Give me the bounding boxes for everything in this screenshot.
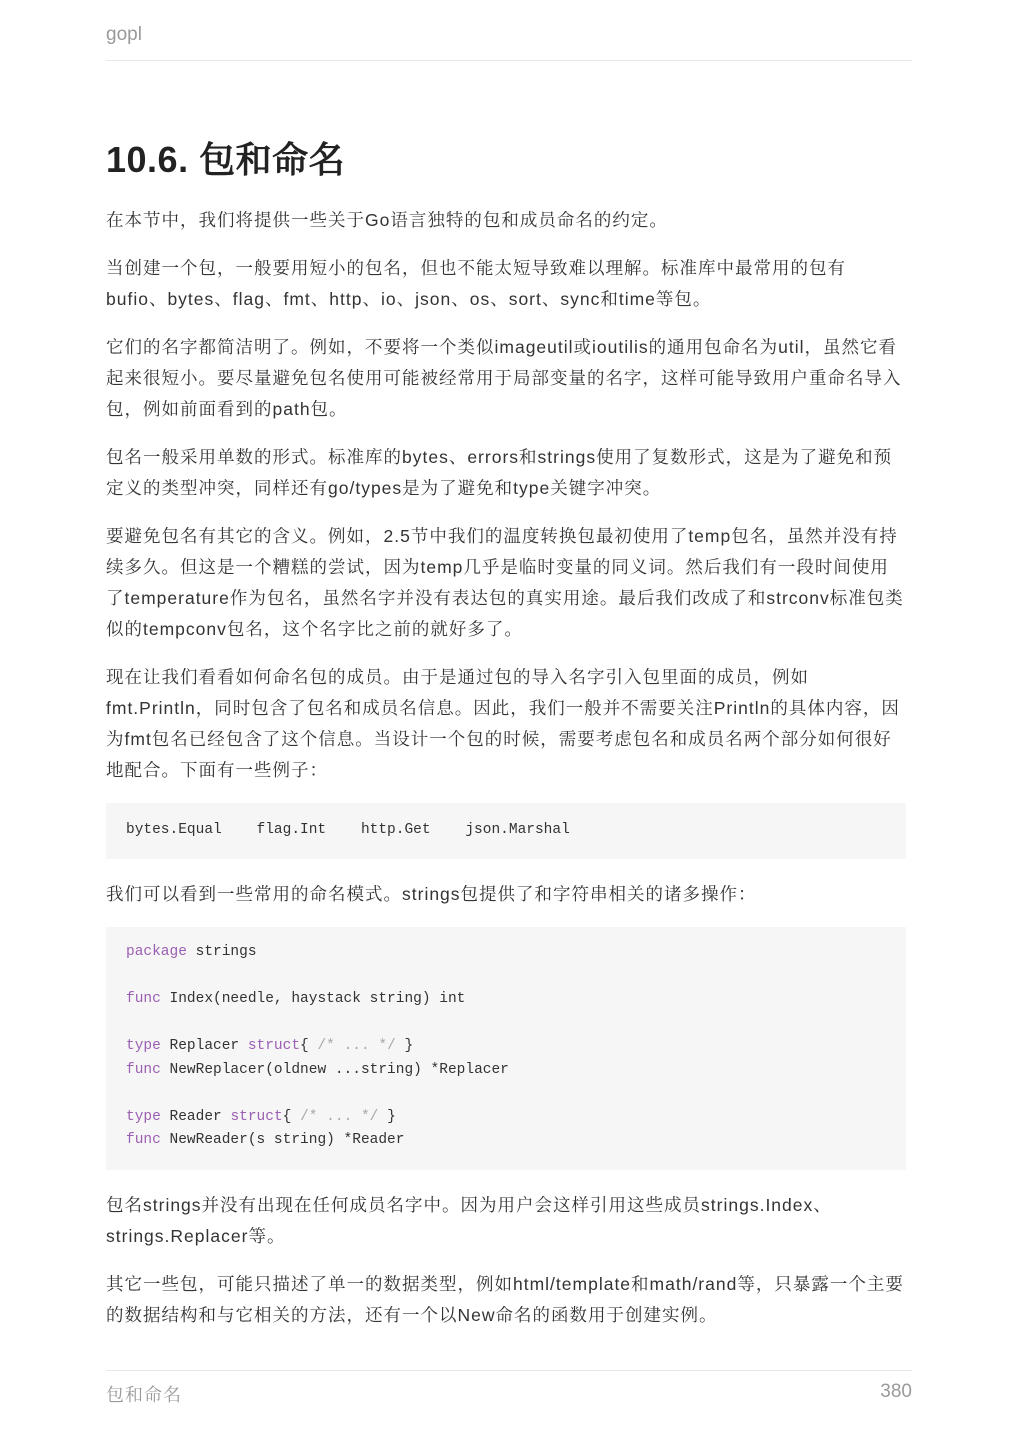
code-text: Reader bbox=[160, 1108, 231, 1125]
code-keyword: func bbox=[126, 1061, 161, 1078]
paragraph-intro: 在本节中，我们将提供一些关于Go语言独特的包和成员命名的约定。 bbox=[106, 210, 668, 230]
paragraph-avoid-meanings: 要避免包名有其它的含义。例如，2.5节中我们的温度转换包最初使用了temp包名，虽然并没有持续多久。但这是一个糟糕的尝试，因为temp几乎是临时变量的同义词。然后我们有一段时间使用了temperature作为包名，虽然名字并没有表达包的真实用途。最后我们改成了和strconv标准包类似的tempconv包名，这个名字比之前的就好多了。 bbox=[106, 526, 904, 639]
page-number: 380 bbox=[880, 1381, 912, 1402]
code-text: strings bbox=[186, 944, 257, 960]
code-comment: /* ... */ bbox=[300, 1108, 379, 1125]
paragraph-singular-form: 包名一般采用单数的形式。标准库的bytes、errors和strings使用了复数形式，这是为了避免和预定义的类型冲突，同样还有go/types是为了避免和type关键字冲突。 bbox=[106, 447, 893, 498]
code-block-examples bbox=[106, 803, 906, 859]
code-text: { bbox=[300, 1038, 318, 1054]
code-keyword: package bbox=[126, 944, 187, 960]
book-title: gopl bbox=[106, 24, 142, 45]
code-line: bytes.Equal flag.Int http.Get json.Marshal bbox=[126, 822, 570, 838]
page-footer bbox=[106, 1370, 912, 1411]
page-header bbox=[106, 24, 912, 61]
code-keyword: func bbox=[126, 1132, 161, 1148]
code-text: } bbox=[395, 1038, 414, 1054]
code-keyword: type bbox=[126, 1108, 161, 1125]
code-keyword: func bbox=[126, 991, 161, 1007]
code-keyword: struct bbox=[247, 1038, 301, 1054]
section-content bbox=[106, 205, 906, 1348]
code-text: NewReader(s string) *Reader bbox=[160, 1132, 405, 1148]
code-text: NewReplacer(oldnew ...string) *Replacer bbox=[160, 1061, 509, 1078]
code-text: { bbox=[282, 1108, 301, 1125]
section-title: 10.6. 包和命名 bbox=[106, 139, 346, 180]
paragraph-naming-patterns: 我们可以看到一些常用的命名模式。strings包提供了和字符串相关的诸多操作： bbox=[106, 884, 757, 904]
code-text: Replacer bbox=[160, 1038, 248, 1054]
paragraph-no-package-name: 包名strings并没有出现在任何成员名字中。因为用户会这样引用这些成员strings.Index、strings.Replacer等。 bbox=[106, 1195, 832, 1246]
code-text: } bbox=[378, 1108, 396, 1125]
code-keyword: struct bbox=[230, 1108, 283, 1125]
footer-section-title: 包和命名 bbox=[106, 1385, 182, 1405]
code-comment: /* ... */ bbox=[317, 1038, 396, 1054]
code-block-strings-package bbox=[106, 927, 906, 1170]
code-text: Index(needle, haystack string) int bbox=[160, 991, 466, 1007]
paragraph-member-naming: 现在让我们看看如何命名包的成员。由于是通过包的导入名字引入包里面的成员，例如fmt.Println，同时包含了包名和成员名信息。因此，我们一般并不需要关注Println的具体内容，因为fmt包名已经包含了这个信息。当设计一个包的时候，需要考虑包名和成员名两个部分如何很好地配合。下面有一些例子： bbox=[106, 667, 900, 780]
paragraph-single-type-packages: 其它一些包，可能只描述了单一的数据类型，例如html/template和math/rand等，只暴露一个主要的数据结构和与它相关的方法，还有一个以New命名的函数用于创建实例。 bbox=[106, 1274, 904, 1325]
paragraph-short-names: 当创建一个包，一般要用短小的包名，但也不能太短导致难以理解。标准库中最常用的包有bufio、bytes、flag、fmt、http、io、json、os、sort、sync和time等包。 bbox=[106, 258, 846, 309]
code-keyword: type bbox=[126, 1038, 161, 1054]
paragraph-concise-names: 它们的名字都简洁明了。例如，不要将一个类似imageutil或ioutilis的通用包命名为util，虽然它看起来很短小。要尽量避免包名使用可能被经常用于局部变量的名字，这样可能导致用户重命名导入包，例如前面看到的path包。 bbox=[106, 337, 902, 419]
